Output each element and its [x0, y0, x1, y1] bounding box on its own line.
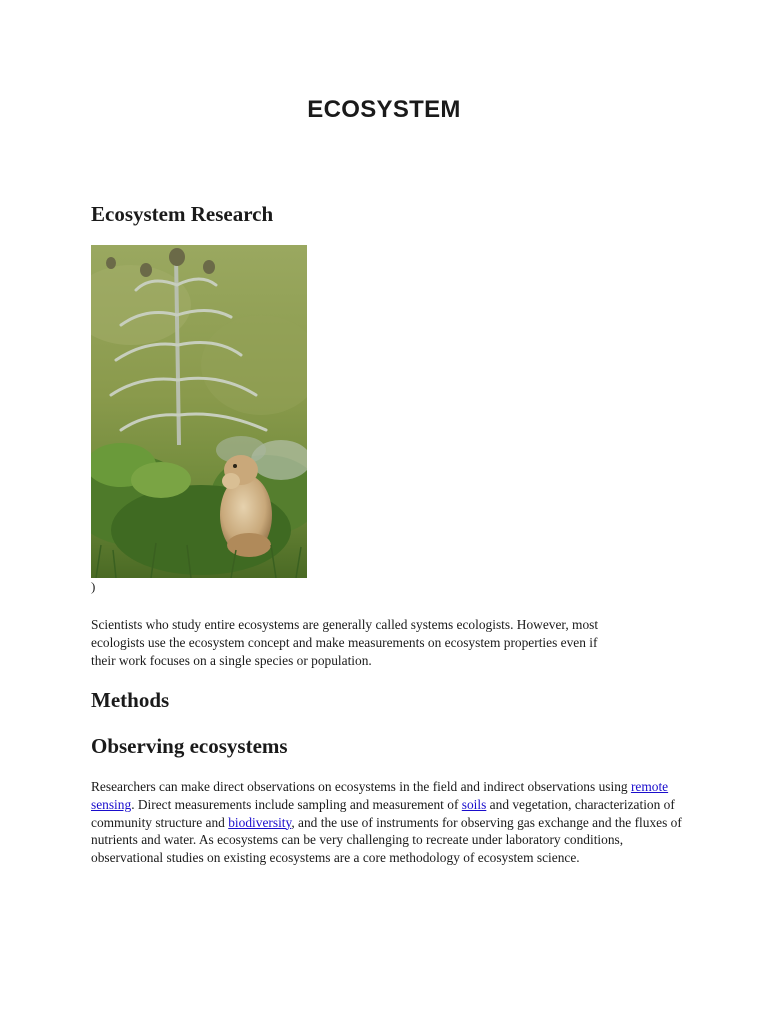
- heading-ecosystem-research: Ecosystem Research: [91, 202, 274, 226]
- document-title: ECOSYSTEM: [307, 96, 461, 123]
- observing-text-2: . Direct measurements include sampling and measurement of: [131, 796, 462, 812]
- link-remote-sensing[interactable]: remote sensing: [91, 779, 669, 812]
- observing-text-1: Researchers can make direct observations on ecosystems in the field and indirect observations using: [91, 779, 631, 794]
- heading-methods: Methods: [91, 688, 170, 712]
- link-soils[interactable]: soils: [461, 796, 487, 812]
- observing-paragraph: [91, 778, 691, 867]
- research-paragraph: [91, 616, 691, 669]
- observing-text-4: , and the use of instruments for observing gas exchange and the fluxes of nutrients and water. As ecosystems can be very challenging to recreate under laboratory conditions, observational studies on existing ecosystems are a core methodology of ecosystem science.: [91, 814, 682, 866]
- link-biodiversity[interactable]: biodiversity: [228, 814, 292, 830]
- observing-text-3: and vegetation, characterization of community structure and: [91, 796, 675, 830]
- research-line-2: ecologists use the ecosystem concept and make measurements on ecosystem properties even if: [91, 634, 598, 650]
- research-line-3: their work focuses on a single species or population.: [91, 652, 372, 668]
- research-line-1: Scientists who study entire ecosystems are generally called systems ecologists. However, most: [91, 617, 599, 632]
- prairie-dog-photo: [91, 245, 307, 578]
- heading-observing-ecosystems: Observing ecosystems: [91, 734, 288, 758]
- image-caption-mark: ): [91, 579, 96, 594]
